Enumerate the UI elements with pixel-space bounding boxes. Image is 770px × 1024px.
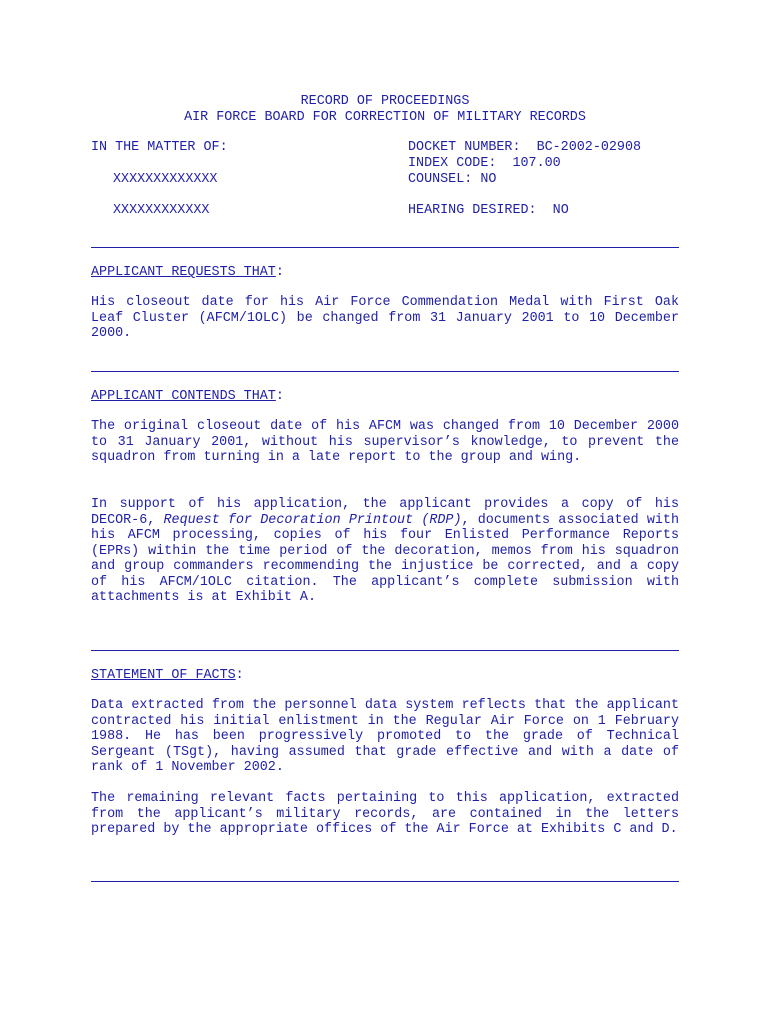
index-value: 107.00 xyxy=(512,156,561,171)
counsel xyxy=(408,172,496,188)
document-title xyxy=(90,94,680,125)
index-label: INDEX CODE: xyxy=(408,156,497,171)
facts-paragraph-1: Data extracted from the personnel data system reflects that the applicant contracted his initial enlistment in the Regular Air Force on 1 February 1988. He has been progressively promoted to the grade of Technical Sergeant (TSgt), having assumed that grade effective and with a date of rank of 1 November 2002. xyxy=(91,698,679,775)
contends-para2-end: , documents associated with his AFCM processing, copies of his four Enlisted Performance Reports (EPRs) within the time period of the decoration, memos from his squadron and group commanders recommending the injustice be corrected, and a copy of his AFCM/1OLC citation. The applicant’s complete submission with attachments is at Exhibit A. xyxy=(91,512,679,605)
counsel-value: NO xyxy=(480,172,497,187)
facts-heading-text: STATEMENT OF FACTS xyxy=(91,668,236,683)
applicant-id-redacted: XXXXXXXXXXXX xyxy=(113,203,210,218)
docket-number xyxy=(408,140,641,156)
requests-heading: APPLICANT REQUESTS THAT: xyxy=(91,265,284,280)
divider-4 xyxy=(91,881,679,882)
applicant-name-redacted: XXXXXXXXXXXXX xyxy=(113,172,218,187)
requests-paragraph: His closeout date for his Air Force Commendation Medal with First Oak Leaf Cluster (AFCM/1OLC) be changed from 31 January 2001 to 10 December 2000. xyxy=(91,295,679,341)
matter-label: IN THE MATTER OF: xyxy=(91,140,228,155)
facts-paragraph-2: The remaining relevant facts pertaining to this application, extracted from the applicant’s military records, are contained in the letters prepared by the appropriate offices of the Air Force at Exhibits C and D. xyxy=(91,791,679,837)
index-code xyxy=(408,156,561,172)
contends-heading: APPLICANT CONTENDS THAT: xyxy=(91,389,284,404)
hearing-label: HEARING DESIRED: xyxy=(408,203,537,218)
title-line-2: AIR FORCE BOARD FOR CORRECTION OF MILITARY RECORDS xyxy=(184,109,586,125)
docket-value: BC-2002-02908 xyxy=(536,140,642,155)
counsel-label: COUNSEL: xyxy=(408,172,473,187)
requests-heading-text: APPLICANT REQUESTS THAT xyxy=(91,265,276,280)
title-line-1: RECORD OF PROCEEDINGS xyxy=(300,94,470,109)
hearing-value: NO xyxy=(552,203,569,218)
hearing-desired xyxy=(408,203,569,219)
divider-3 xyxy=(91,650,679,651)
contends-para2-start: In support of his application, the applicant provides a copy of his DECOR-6, xyxy=(91,497,679,528)
rdp-title-italic: Request for Decoration Printout (RDP) xyxy=(163,512,462,528)
divider-2 xyxy=(91,371,679,372)
divider-1 xyxy=(91,247,679,248)
contends-paragraph-2 xyxy=(91,497,679,606)
docket-label: DOCKET NUMBER: xyxy=(408,140,521,155)
contends-heading-text: APPLICANT CONTENDS THAT xyxy=(91,389,276,404)
contends-paragraph-1: The original closeout date of his AFCM was changed from 10 December 2000 to 31 January 2001, without his supervisor’s knowledge, to prevent the squadron from turning in a late report to the group and wing. xyxy=(91,419,679,465)
facts-heading: STATEMENT OF FACTS: xyxy=(91,668,244,683)
